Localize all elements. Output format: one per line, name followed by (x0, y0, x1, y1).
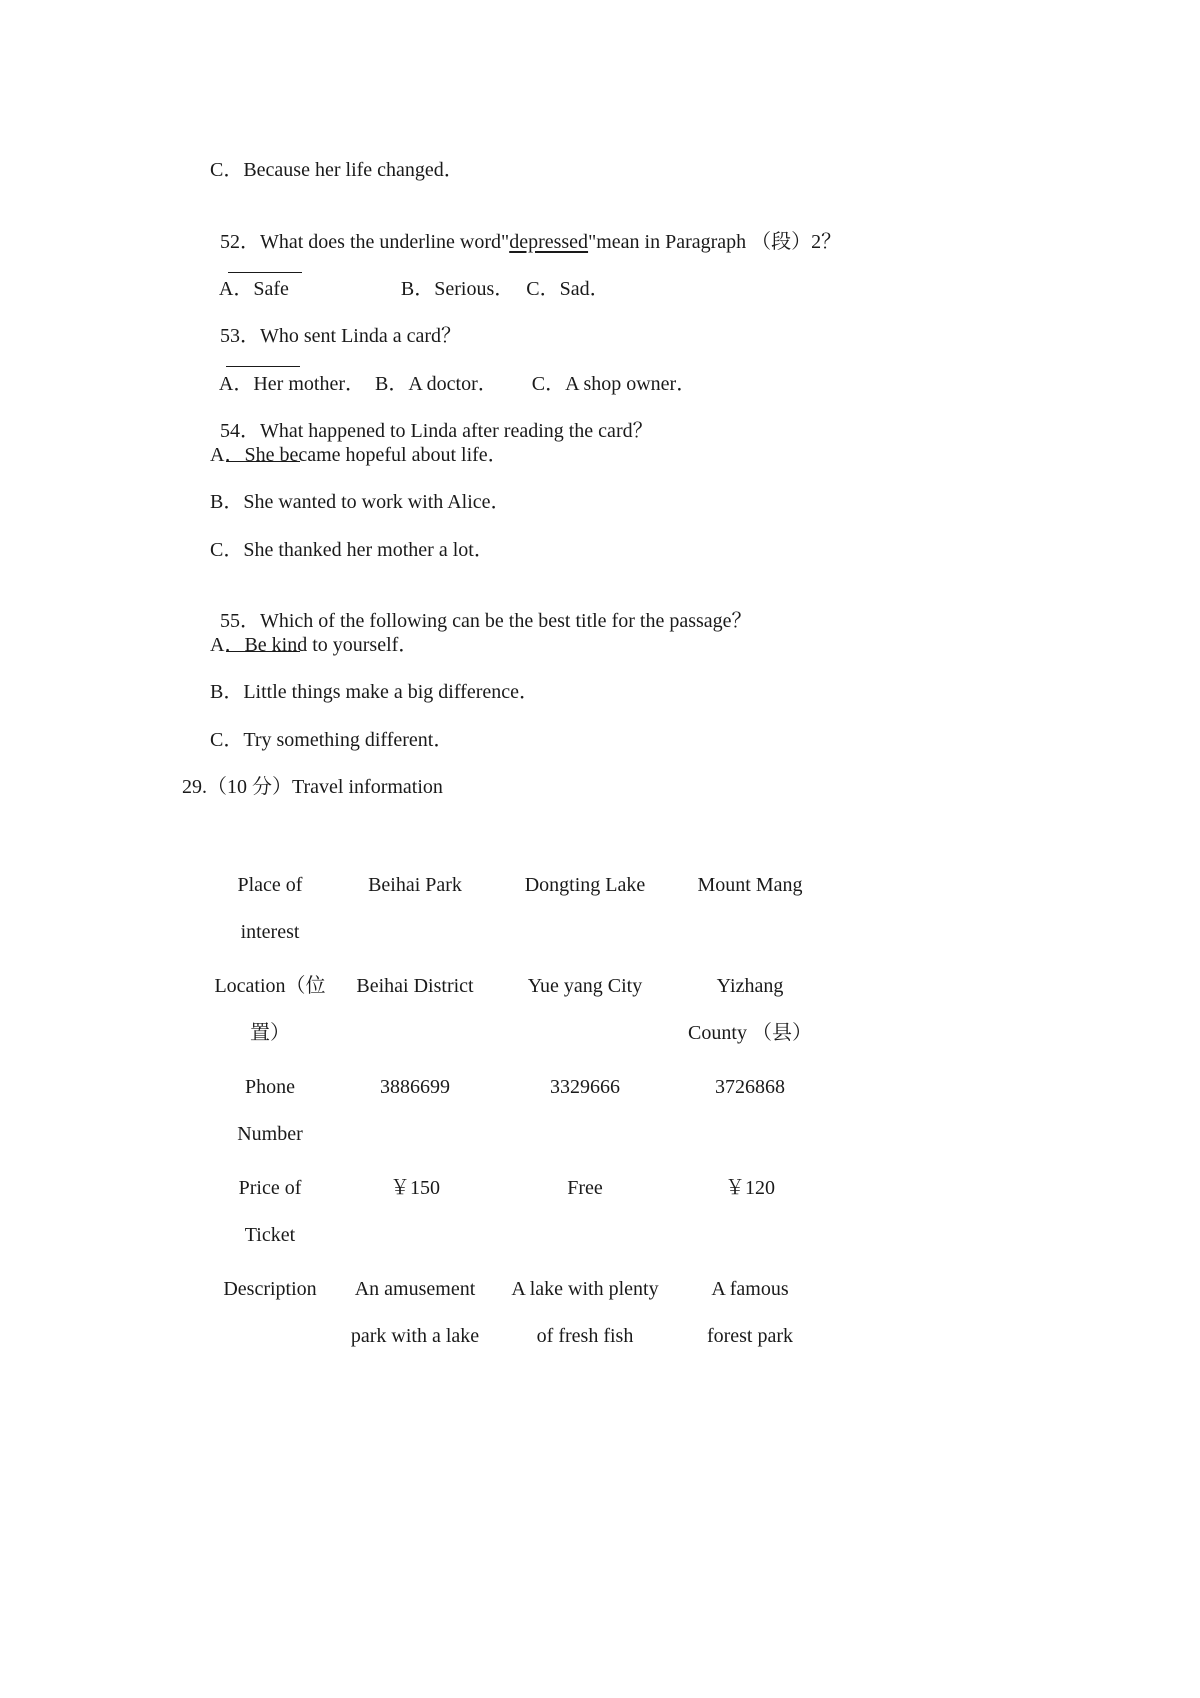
table-cell: An amusement (354, 1278, 476, 1300)
table-cell: ￥150 (390, 1177, 440, 1199)
table-cell: County （县） (688, 1022, 812, 1044)
q52-option-a: A．Safe (218, 278, 289, 300)
q52-option-b: B．Serious． (400, 278, 515, 300)
table-cell: 置） (250, 1022, 290, 1044)
table-cell: Dongting Lake (524, 874, 646, 896)
table-cell: Phone (245, 1076, 295, 1098)
table-cell: of fresh fish (536, 1325, 634, 1347)
table-cell: Price of (238, 1177, 302, 1199)
q53-option-a: A．Her mother． (218, 373, 365, 395)
table-cell: Mount Mang (697, 874, 803, 896)
q55-option-c: C．Try something different． (210, 729, 454, 751)
q52-options (210, 253, 610, 301)
q55-option-b: B．Little things make a big difference． (210, 681, 539, 703)
table-cell: Description (223, 1278, 317, 1300)
table-cell: 3329666 (550, 1076, 620, 1098)
table-cell: Location（位 (214, 975, 326, 997)
section-29-heading: 29.（10 分）Travel information (182, 776, 443, 798)
q52-text-pre: 52．What does the underline word" (220, 231, 510, 253)
table-cell: Free (567, 1177, 603, 1199)
q51-option-c: C．Because her life changed． (210, 159, 464, 181)
q54-option-a: A．She became hopeful about life． (210, 444, 508, 466)
table-cell: forest park (706, 1325, 794, 1347)
table-cell: Yue yang City (527, 975, 643, 997)
q54-option-b: B．She wanted to work with Alice． (210, 491, 511, 513)
table-cell: Beihai Park (368, 874, 462, 896)
q55-option-a: A．Be kind to yourself． (210, 634, 419, 656)
table-cell: A lake with plenty (511, 1278, 659, 1300)
q53-options (210, 348, 696, 396)
q52-option-c: C．Sad． (526, 278, 610, 300)
table-cell: Beihai District (356, 975, 474, 997)
q54-option-c: C．She thanked her mother a lot． (210, 539, 494, 561)
q52-underlined-word: depressed (509, 231, 589, 253)
q52-text-post: "mean in Paragraph （段）2？ (588, 231, 842, 253)
table-cell: park with a lake (350, 1325, 480, 1347)
table-cell: interest (240, 921, 300, 943)
table-cell: Ticket (244, 1224, 296, 1246)
table-cell: A famous (711, 1278, 789, 1300)
table-cell: Number (237, 1123, 303, 1145)
table-cell: 3886699 (380, 1076, 450, 1098)
q55-text: 55．Which of the following can be the best title for the passage？ (220, 610, 752, 632)
q53-option-c: C．A shop owner． (531, 373, 697, 395)
table-cell: 3726868 (715, 1076, 785, 1098)
table-cell: Place of (237, 874, 303, 896)
q53-option-b: B．A doctor． (374, 373, 498, 395)
table-cell: ￥120 (725, 1177, 775, 1199)
q54-text: 54．What happened to Linda after reading the card？ (220, 420, 653, 442)
table-cell: Yizhang (716, 975, 784, 997)
q53-text: 53．Who sent Linda a card？ (220, 325, 462, 347)
